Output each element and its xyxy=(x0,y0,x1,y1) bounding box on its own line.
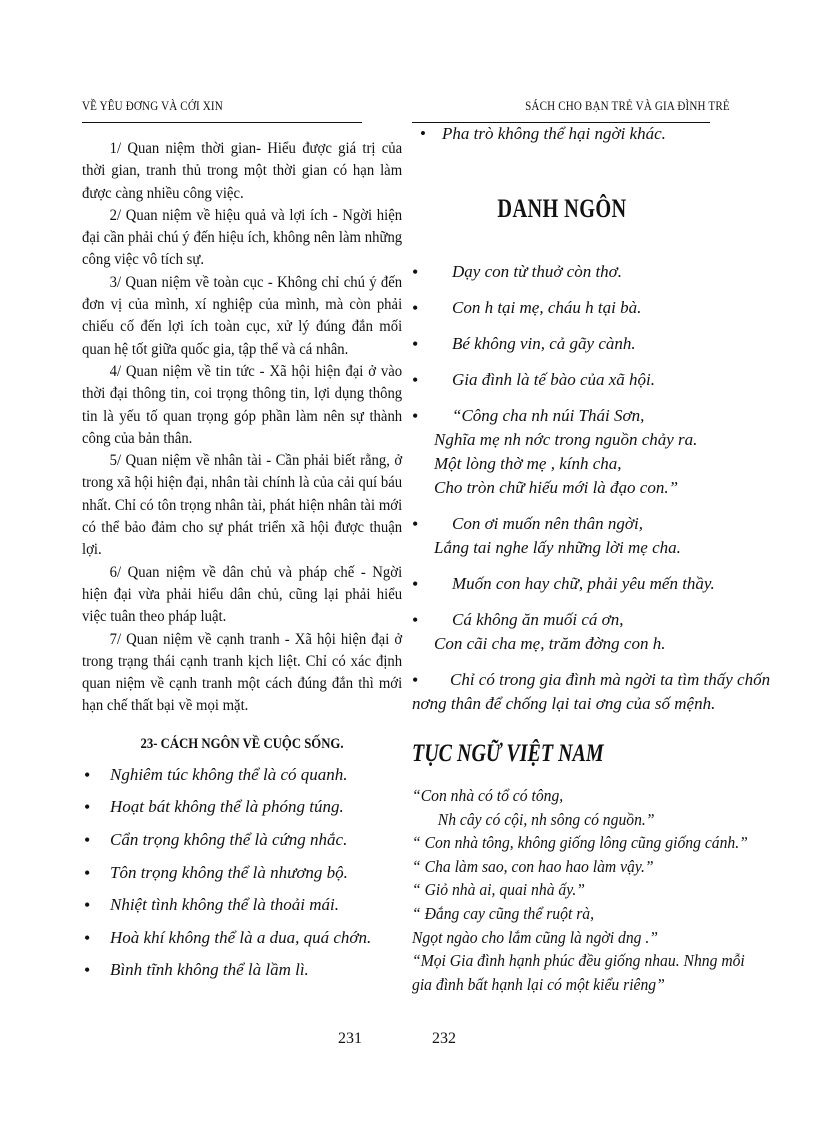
bullet-icon: • xyxy=(412,670,419,690)
header-rule-left xyxy=(82,122,362,123)
maxims-list xyxy=(82,759,402,987)
bullet-icon: • xyxy=(412,334,419,354)
page-number-right: 232 xyxy=(432,1030,456,1047)
bullet-icon: • xyxy=(84,895,91,916)
list-item: • Pha trò không thể hại ngời khác. xyxy=(420,124,666,143)
proverb-line: “ Cha làm sao, con hao hao làm vậy.” xyxy=(412,856,654,876)
proverbs-title: TỤC NGỮ VIỆT NAM xyxy=(412,740,604,767)
bullet-icon: • xyxy=(420,124,426,143)
list-item: • Hoà khí không thể là a dua, quá chớn. xyxy=(82,922,402,955)
proverbs-block xyxy=(412,784,748,996)
proverb-line: “Mọi Gia đình hạnh phúc đều giống nhau. Nhng mỗi xyxy=(412,951,745,971)
bullet-icon: • xyxy=(412,610,419,630)
bullet-icon: • xyxy=(412,574,419,594)
proverb-line: gia đình bất hạnh lại có một kiểu riêng” xyxy=(412,974,665,994)
paragraph-democracy: 6/ Quan niệm về dân chủ và pháp chế - Ngời hiện đại vừa phải hiểu dân chủ, cũng lại phải hiểu việc tuân theo pháp luật. xyxy=(82,563,403,626)
list-item: • Nhiệt tình không thể là thoải mái. xyxy=(82,889,402,922)
list-item: • Hoạt bát không thể là phóng túng. xyxy=(82,791,402,824)
list-item: • Bình tĩnh không thể là lầm lì. xyxy=(82,954,402,987)
proverb-line: Ngọt ngào cho lắm cũng là ngời dng .” xyxy=(412,927,658,947)
bullet-icon: • xyxy=(412,514,419,534)
right-page-column xyxy=(412,124,771,996)
paragraph-information: 4/ Quan niệm về tin tức - Xã hội hiện đại ở vào thời đại thông tin, coi trọng thông tin, lợi dụng thông tin là yếu tố quan trọng góp phần làm nên sự thành công của bản thân. xyxy=(82,362,403,447)
quotes-title: DANH NGÔN xyxy=(497,194,627,223)
proverb-line: “Con nhà có tổ có tông, xyxy=(412,786,564,805)
paragraph-overall: 3/ Quan niệm về toàn cục - Không chỉ chú ý đến đơn vị của mình, xí nghiệp của mình, mà còn phải chiếu cố đến lợi ích toàn cục, xử lý đúng đắn mối quan hệ tốt giữa quốc gia, tập thể và cá nhân. xyxy=(82,273,403,358)
list-item: • Cẩn trọng không thể là cứng nhắc. xyxy=(82,824,402,857)
list-item: • Bé không vin, cả gãy cành. xyxy=(412,334,636,354)
list-item: • Chỉ có trong gia đình mà ngời ta tìm thấy chốn nơng thân để chống lại tai ơng của số mệnh. xyxy=(412,670,771,713)
proverb-line: “ Đắng cay cũng thể ruột rà, xyxy=(412,903,595,923)
bullet-icon: • xyxy=(84,927,91,948)
list-item: • Gia đình là tế bào của xã hội. xyxy=(412,370,656,390)
bullet-icon: • xyxy=(84,797,91,818)
list-item: • “Công cha nh núi Thái Sơn, Nghĩa mẹ nh nớc trong nguồn chảy ra. Một lòng thờ mẹ , kính cha, Cho tròn chữ hiếu mới là đạo con.” xyxy=(412,406,698,497)
list-item: • Tôn trọng không thể là nhương bộ. xyxy=(82,857,402,890)
paragraph-talent: 5/ Quan niệm về nhân tài - Cần phải biết rằng, ở trong xã hội hiện đại, nhân tài chính là của cải quí báu nhất. Chỉ có tôn trọng nhân tài, phát hiện nhân tài mới có thể bảo đảm cho sự phát triển xã hội được thuận lợi. xyxy=(82,452,403,559)
proverb-line: “ Con nhà tông, không giống lông cũng giống cánh.” xyxy=(412,833,748,853)
quotes-list xyxy=(412,260,771,716)
list-item: • Cá không ăn muối cá ơn, Con cãi cha mẹ, trăm đờng con h. xyxy=(412,610,666,653)
list-item: • Nghiêm túc không thể là có quanh. xyxy=(82,759,402,792)
bullet-icon: • xyxy=(84,829,91,850)
bullet-icon: • xyxy=(412,370,419,390)
list-item: • Con ơi muốn nên thân ngời, Lắng tai nghe lấy những lời mẹ cha. xyxy=(412,514,681,557)
paragraph-time: 1/ Quan niệm thời gian- Hiểu được giá trị của thời gian, tranh thủ trong một thời gian có hạn làm được càng nhiều công việc. xyxy=(82,140,403,202)
bullet-icon: • xyxy=(412,262,419,282)
paragraph-efficiency: 2/ Quan niệm về hiệu quả và lợi ích - Ngời hiện đại cần phải chú ý đến hiệu ích, không nên làm những công việc vô tích sự. xyxy=(82,206,403,269)
page-number-left: 231 xyxy=(338,1030,362,1047)
list-item: • Con h tại mẹ, cháu h tại bà. xyxy=(412,298,642,318)
left-page-column xyxy=(82,128,402,987)
list-item: • Dạy con từ thuở còn thơ. xyxy=(412,262,622,282)
section-title: 23- CÁCH NGÔN VỀ CUỘC SỐNG. xyxy=(140,735,344,752)
bullet-icon: • xyxy=(84,862,91,883)
bullet-icon: • xyxy=(84,960,91,981)
paragraph-competition: 7/ Quan niệm về cạnh tranh - Xã hội hiện đại ở trong trạng thái cạnh tranh kịch liệt. Chỉ có xác định quan niệm về cạnh tranh một cách đúng đắn thì mới hạn chế thất bại về mọi mặt. xyxy=(82,630,403,715)
bullet-icon: • xyxy=(84,764,91,785)
bullet-icon: • xyxy=(412,298,419,318)
proverb-line: Nh cây có cội, nh sông có nguồn.” xyxy=(437,809,655,829)
running-header-left: VỀ YÊU ĐƠNG VÀ CỚI XIN xyxy=(82,98,223,113)
header-rule-right xyxy=(412,122,710,123)
list-item: • Muốn con hay chữ, phải yêu mến thầy. xyxy=(412,574,715,594)
running-header-right: SÁCH CHO BẠN TRẺ VÀ GIA ĐÌNH TRẺ xyxy=(525,98,730,113)
proverb-line: “ Giỏ nhà ai, quai nhà ấy.” xyxy=(412,880,585,900)
bullet-icon: • xyxy=(412,406,419,426)
